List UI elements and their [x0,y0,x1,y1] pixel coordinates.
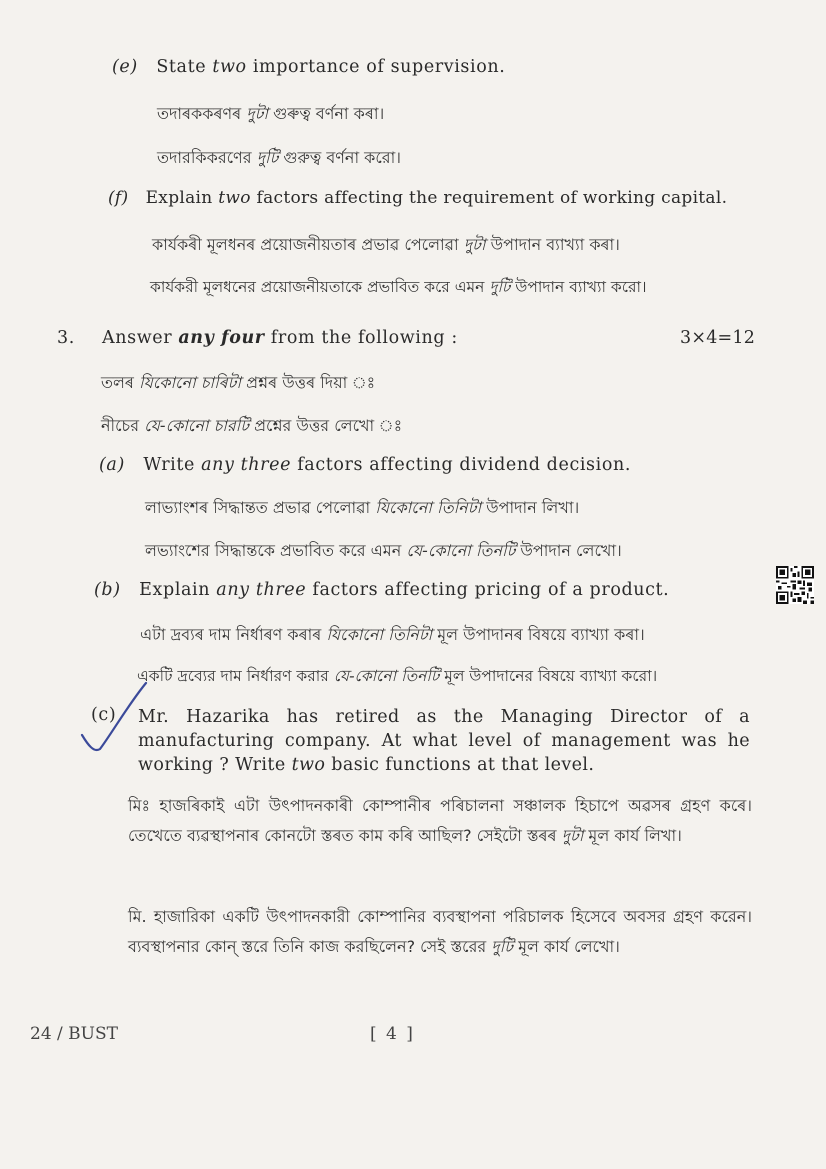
check-mark-icon [78,677,150,757]
paper-code: 24 / BUST [30,1024,118,1044]
question-2f-english: (f) Explain two factors affecting the requirement of working capital. [108,188,728,208]
question-3c-bengali: মি. হাজারিকা একটি উৎপাদনকারী কোম্পানির ব্যবস্থাপনা পরিচালক হিসেবে অবসর গ্রহণ করেন। ব্যবস্থাপনার কোন্ স্তরে তিনি কাজ করছিলেন? সেই স্তরের দুটি মূল কার্য লেখো। [128,907,752,956]
question-2e-assamese: তদাৰককৰণৰ দুটা গুৰুত্ব বৰ্ণনা কৰা। [157,104,385,123]
page-number: [ 4 ] [370,1024,415,1044]
qr-code-icon [776,566,814,604]
question-label: (c) [91,705,117,725]
question-2e-english: (e) State two importance of supervision. [112,57,506,77]
question-3-instruction-bengali: নীচের যে-কোনো চারটি প্রশ্নের উত্তর লেখো ঃ [101,416,403,435]
question-3-instruction-english: Answer any four from the following : [102,328,458,348]
question-3b-bengali: একটি দ্রব্যের দাম নির্ধারণ করার যে-কোনো তিনটি মূল উপাদানের বিষয়ে ব্যাখ্যা করো। [137,667,658,685]
question-3c-english: Mr. Hazarika has retired as the Managing Director of a manufacturing company. At what level of management was he working ? Write two basic functions at that level. [138,707,750,775]
question-label: (b) [94,580,121,600]
question-2e-bengali: তদারকিকরণের দুটি গুরুত্ব বর্ণনা করো। [157,148,401,167]
question-label: (f) [108,188,129,208]
question-2f-bengali: কার্যকরী মূলধনের প্রয়োজনীয়তাকে প্রভাবিত করে এমন দুটি উপাদান ব্যাখ্যা করো। [150,278,647,296]
question-label: (e) [112,57,138,77]
question-3b-assamese: এটা দ্ৰব্যৰ দাম নিৰ্ধাৰণ কৰাৰ যিকোনো তিনিটা মূল উপাদানৰ বিষয়ে ব্যাখ্যা কৰা। [140,625,645,644]
question-3c-assamese: মিঃ হাজৰিকাই এটা উৎপাদনকাৰী কোম্পানীৰ পৰিচালনা সঞ্চালক হিচাপে অৱসৰ গ্ৰহণ কৰে। তেখেতে ব্যৱস্থাপনাৰ কোনটো স্তৰত কাম কৰি আছিল? সেইটো স্তৰৰ দুটা মূল কাৰ্য লিখা। [128,796,752,845]
question-3a-assamese: লাভ্যাংশৰ সিদ্ধান্তত প্ৰভাৱ পেলোৱা যিকোনো তিনিটা উপাদান লিখা। [145,498,580,517]
question-3-instruction-assamese: তলৰ যিকোনো চাৰিটা প্ৰশ্নৰ উত্তৰ দিয়া ঃ [101,373,376,392]
question-3a-bengali: লভ্যাংশের সিদ্ধান্তকে প্রভাবিত করে এমন যে-কোনো তিনটি উপাদান লেখো। [145,541,622,560]
question-3-number: 3. [57,328,75,348]
question-3-marks: 3×4=12 [680,328,756,348]
question-label: (a) [99,455,125,475]
question-2f-assamese: কাৰ্যকৰী মূলধনৰ প্ৰয়োজনীয়তাৰ প্ৰভাৱ পেলোৱা দুটা উপাদান ব্যাখ্যা কৰা। [152,235,620,254]
question-3b-english: (b) Explain any three factors affecting pricing of a product. [94,580,670,600]
question-3a-english: (a) Write any three factors affecting dividend decision. [99,455,631,475]
